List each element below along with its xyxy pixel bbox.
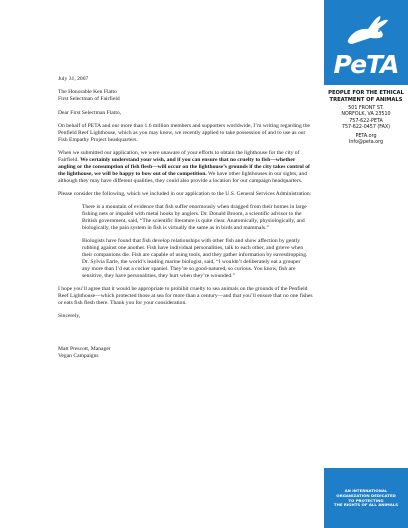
paragraph-2-start: When we submitted our application, we were unaware of your efforts to obtain the lighthouse for the city of Fairfield. [58, 150, 300, 163]
mission-line-2: ORGANIZATION DEDICATED [336, 492, 396, 498]
signature-space [58, 326, 314, 346]
letter-date: July 31, 2007 [58, 76, 89, 82]
org-name-line-1: PEOPLE FOR THE ETHICAL [328, 90, 404, 96]
block-quote-1: There is a mountain of evidence that fish suffer enormously when dragged from their homes in large fishing nets or impaled with metal hooks by anglers. Dr. Donald Broom, a scientific advisor to the British government, said, “The scientific literature is quite clear. Anatomically, physiologically, and biologically, the pain system in fish is virtually the same as in birds and mammals.” [82, 204, 307, 231]
organization-name [324, 90, 408, 103]
recipient-name: The Honorable Ken Flatto [58, 89, 117, 95]
recipient-block [58, 89, 314, 103]
peta-logo: PeTA [333, 50, 399, 79]
letterhead-sidebar [318, 0, 408, 528]
paragraph-4: I hope you’ll agree that it would be appropriate to prohibit cruelty to sea animals on the grounds of the Penfield Reef Lighthouse—which protected those at sea for more than a century—and that you’ll ensure that no one fishes or eats fish flesh there. Thank you for your consideration. [58, 286, 313, 306]
mission-statement [324, 489, 408, 508]
org-name-line-2: TREATMENT OF ANIMALS [329, 96, 403, 103]
paragraph-2-end: We have other lighthouses in our sights, and although they may have different qualities, they could also provide a location for our campaign headquarters. [58, 171, 307, 184]
signer-name: Matt Prescott, Manager [58, 346, 111, 352]
mission-line-1: AN INTERNATIONAL [344, 488, 388, 493]
address-city: NORFOLK, VA 23510 [341, 112, 391, 118]
paragraph-2 [58, 150, 314, 185]
fax-number: 757-622-0457 (FAX) [341, 125, 391, 131]
address-street: 501 FRONT ST. [348, 106, 384, 111]
paragraph-1: On behalf of PETA and our more than 1.6 million members and supporters worldwide, I’m writing regarding the Penfield Reef Lighthouse, which as you may know, we recently applied to take possession of and to use as our Fish Empathy Project headquarters. [58, 123, 310, 143]
salutation: Dear First Selectman Flatto, [58, 110, 122, 116]
letter-body [58, 76, 314, 360]
website-link[interactable]: PETA.org [355, 134, 377, 139]
paragraph-3: Please consider the following, which we included in our application to the U.S. General Services Administration: [58, 191, 312, 197]
block-quote-2: Biologists have found that fish develop relationships with other fish and show affection by gently rubbing against one another. Fish have individual personalities, talk to each other, and grieve when their companions die. Fish are capable of using tools, and they gather information by eavesdropping. Dr. Sylvia Earle, the world’s leading marine biologist, said, “I wouldn’t deliberately eat a grouper any more than I’d eat a cocker spaniel. They’re so good-natured, so curious. You know, fish are sensitive, they have personalities, they hurt when they’re wounded.” [82, 238, 308, 279]
closing: Sincerely, [58, 313, 81, 319]
web-contact [324, 134, 408, 147]
phone-number: 757-622-PETA [349, 118, 383, 124]
mission-line-4: THE RIGHTS OF ALL ANIMALS [333, 502, 399, 508]
email-link[interactable]: Info@peta.org [348, 140, 384, 146]
recipient-title: First Selectman of Fairfield [58, 96, 120, 102]
paragraph-2-bold: We certainly understand your wish, and if you can ensure that no cruelty to fish—whether angling or the consumption of fish flesh—will occur on the lighthouse’s grounds if the city takes control of the lighthouse, we will be happy to bow out of the competition. [58, 157, 310, 177]
signer-title: Vegan Campaigns [58, 353, 99, 359]
mission-line-3: TO PROTECTING [348, 497, 384, 503]
contact-address [324, 106, 408, 132]
bunny-icon [344, 14, 390, 48]
